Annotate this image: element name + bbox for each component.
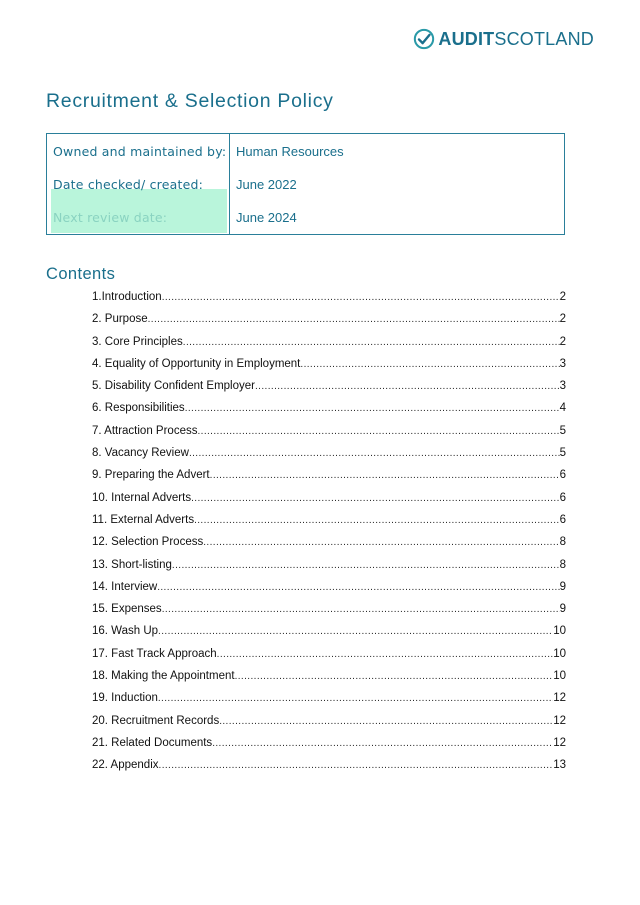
toc-entry-title: 18. Making the Appointment: [92, 670, 235, 683]
toc-entry-title: 19. Induction: [92, 692, 158, 705]
toc-entry[interactable]: [92, 313, 566, 335]
toc-entry-page: 6: [559, 491, 566, 504]
toc-dot-leader: [162, 292, 560, 303]
toc-dot-leader: [219, 716, 553, 727]
toc-entry-page: 2: [559, 335, 566, 348]
toc-dot-leader: [300, 359, 559, 370]
toc-entry[interactable]: [92, 559, 566, 581]
toc-dot-leader: [189, 448, 560, 459]
toc-entry[interactable]: [92, 492, 566, 514]
toc-entry-title: 3. Core Principles: [92, 335, 183, 348]
logo-word-audit: AUDIT: [438, 28, 495, 49]
toc-entry[interactable]: [92, 603, 566, 625]
toc-entry-title: 16. Wash Up: [92, 625, 159, 638]
toc-entry[interactable]: [92, 625, 566, 647]
toc-dot-leader: [148, 314, 560, 325]
toc-entry[interactable]: [92, 469, 566, 491]
toc-dot-leader: [191, 493, 560, 504]
toc-entry[interactable]: [92, 692, 566, 714]
toc-entry-title: 2. Purpose: [92, 313, 148, 326]
toc-entry[interactable]: [92, 380, 566, 402]
review-label: Next review date:: [53, 210, 168, 225]
info-values-cell: [230, 134, 565, 235]
toc-entry-page: 3: [559, 380, 566, 393]
toc-entry[interactable]: [92, 536, 566, 558]
toc-entry-title: 11. External Adverts: [92, 513, 195, 526]
toc-entry-page: 6: [559, 513, 566, 526]
toc-entry-page: 12: [553, 714, 566, 727]
owned-label: Owned and maintained by:: [53, 144, 227, 159]
toc-dot-leader: [255, 381, 560, 392]
toc-dot-leader: [217, 649, 554, 660]
toc-entry-title: 14. Interview: [92, 580, 158, 593]
document-info-table: [46, 133, 565, 235]
toc-dot-leader: [212, 738, 553, 749]
toc-entry-page: 3: [559, 357, 566, 370]
toc-entry-title: 9. Preparing the Advert: [92, 469, 210, 482]
toc-entry-title: 20. Recruitment Records: [92, 714, 220, 727]
toc-entry-page: 5: [559, 424, 566, 437]
check-circle-icon: [413, 28, 435, 50]
toc-dot-leader: [235, 671, 554, 682]
toc-entry-title: 22. Appendix: [92, 759, 159, 772]
toc-entry-title: 10. Internal Adverts: [92, 491, 192, 504]
audit-scotland-logo: [413, 28, 594, 50]
toc-entry-title: 15. Expenses: [92, 603, 162, 616]
toc-dot-leader: [172, 560, 560, 571]
toc-entry-page: 10: [553, 647, 566, 660]
toc-entry[interactable]: [92, 759, 566, 781]
toc-entry-title: 5. Disability Confident Employer: [92, 380, 255, 393]
toc-entry-page: 12: [553, 692, 566, 705]
toc-entry[interactable]: [92, 402, 566, 424]
toc-entry[interactable]: [92, 715, 566, 737]
toc-entry[interactable]: [92, 425, 566, 447]
toc-entry[interactable]: [92, 291, 566, 313]
table-of-contents: [92, 291, 566, 782]
toc-entry[interactable]: [92, 648, 566, 670]
toc-entry-page: 8: [559, 558, 566, 571]
toc-entry[interactable]: [92, 336, 566, 358]
toc-entry-title: 21. Related Documents: [92, 736, 213, 749]
toc-dot-leader: [183, 337, 560, 348]
toc-entry-page: 10: [553, 670, 566, 683]
toc-entry-title: 12. Selection Process: [92, 536, 204, 549]
toc-entry-title: 8. Vacancy Review: [92, 447, 189, 460]
toc-entry[interactable]: [92, 670, 566, 692]
toc-dot-leader: [203, 537, 559, 548]
toc-dot-leader: [185, 403, 560, 414]
toc-entry-title: 7. Attraction Process: [92, 424, 198, 437]
toc-dot-leader: [197, 426, 559, 437]
toc-entry-title: 13. Short-listing: [92, 558, 172, 571]
toc-dot-leader: [194, 515, 560, 526]
toc-dot-leader: [210, 470, 560, 481]
toc-entry-page: 5: [559, 447, 566, 460]
owned-value: Human Resources: [236, 144, 344, 159]
logo-word-scotland: SCOTLAND: [494, 28, 594, 49]
toc-dot-leader: [162, 604, 560, 615]
toc-entry-page: 2: [559, 313, 566, 326]
toc-entry-title: 1.Introduction: [92, 291, 162, 303]
toc-entry-title: 17. Fast Track Approach: [92, 647, 217, 660]
contents-heading: Contents: [46, 265, 116, 283]
checked-value: June 2022: [236, 177, 297, 192]
review-value: June 2024: [236, 210, 297, 225]
toc-entry-title: 4. Equality of Opportunity in Employment: [92, 357, 301, 370]
toc-entry[interactable]: [92, 447, 566, 469]
toc-entry[interactable]: [92, 581, 566, 603]
toc-entry-page: 8: [559, 536, 566, 549]
checked-label: Date checked/ created:: [53, 177, 204, 192]
toc-dot-leader: [159, 760, 554, 771]
page-title: Recruitment & Selection Policy: [46, 90, 334, 112]
toc-entry-page: 9: [559, 603, 566, 616]
toc-entry-page: 4: [559, 402, 566, 415]
toc-entry-page: 6: [559, 469, 566, 482]
toc-dot-leader: [158, 693, 553, 704]
toc-entry-page: 12: [553, 736, 566, 749]
toc-entry-page: 2: [559, 291, 566, 303]
toc-entry-page: 10: [553, 625, 566, 638]
toc-entry-title: 6. Responsibilities: [92, 402, 185, 415]
toc-dot-leader: [158, 626, 553, 637]
toc-entry[interactable]: [92, 737, 566, 759]
toc-entry[interactable]: [92, 514, 566, 536]
toc-entry[interactable]: [92, 358, 566, 380]
toc-entry-page: 9: [559, 580, 566, 593]
toc-dot-leader: [157, 582, 559, 593]
toc-entry-page: 13: [553, 759, 566, 772]
info-labels-cell: [47, 134, 230, 235]
